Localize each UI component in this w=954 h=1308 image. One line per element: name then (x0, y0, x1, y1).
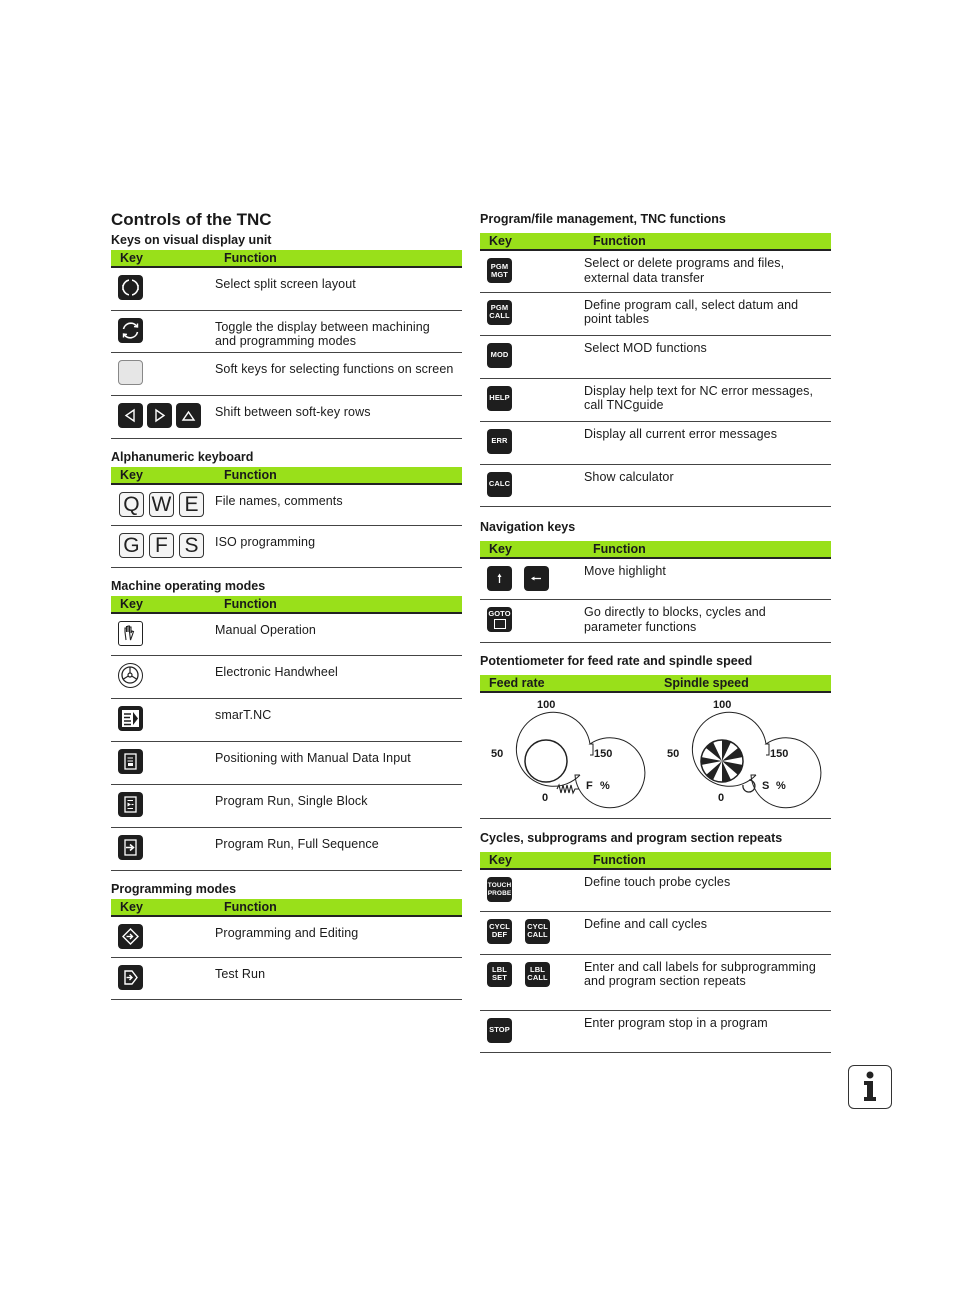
test-run-icon[interactable] (118, 965, 143, 990)
spindle-label-50: 50 (667, 748, 680, 760)
key-s[interactable]: S (179, 533, 204, 558)
programming-modes-table (111, 899, 462, 1001)
section-title-visual-display: Keys on visual display unit (111, 233, 272, 247)
table-row (480, 335, 831, 378)
function-text: Positioning with Manual Data Input (215, 741, 462, 784)
header-function: Function (215, 899, 462, 916)
feed-rate-dial (516, 712, 645, 807)
section-title-navigation: Navigation keys (480, 519, 576, 534)
key-q[interactable]: Q (119, 492, 144, 517)
left-column (111, 208, 462, 1000)
function-text: Display all current error messages (584, 421, 831, 464)
header-function: Function (584, 852, 831, 869)
header-spindle-speed: Spindle speed (664, 676, 749, 690)
mod-key[interactable]: MOD (487, 343, 512, 368)
err-key[interactable]: ERR (487, 429, 512, 454)
header-key: Key (480, 541, 584, 558)
calc-key[interactable]: CALC (487, 472, 512, 497)
table-row (111, 827, 462, 870)
table-row (111, 698, 462, 741)
program-file-table (480, 233, 831, 507)
table-row (111, 526, 462, 568)
goto-key[interactable]: GOTO (487, 607, 512, 632)
function-text: Enter program stop in a program (584, 1010, 831, 1052)
lbl-call-key[interactable]: LBL CALL (525, 962, 550, 987)
table-row (111, 958, 462, 1000)
table-row (111, 916, 462, 958)
programming-editing-icon[interactable] (118, 924, 143, 949)
table-row (480, 869, 831, 911)
function-text: Shift between soft-key rows (215, 395, 462, 438)
function-text: Move highlight (584, 558, 831, 600)
function-text: Program Run, Single Block (215, 784, 462, 827)
spindle-speed-dial (692, 712, 821, 807)
header-key: Key (111, 250, 215, 267)
header-function: Function (584, 541, 831, 558)
table-row (480, 600, 831, 643)
cycl-def-key[interactable]: CYCL DEF (487, 919, 512, 944)
potentiometer-area (480, 693, 831, 819)
table-row (111, 613, 462, 655)
function-text: Electronic Handwheel (215, 655, 462, 698)
section-title-machine-modes: Machine operating modes (111, 579, 266, 593)
triangle-right-icon[interactable] (147, 403, 172, 428)
header-key: Key (480, 852, 584, 869)
navigation-table (480, 541, 831, 644)
function-text: Select split screen layout (215, 267, 462, 310)
table-row (111, 484, 462, 526)
function-text: Program Run, Full Sequence (215, 827, 462, 870)
feed-symbol: F (586, 780, 593, 792)
potentiometer-header (480, 675, 831, 693)
table-row (480, 911, 831, 954)
page-title: Controls of the TNC (111, 210, 272, 229)
function-text: Select MOD functions (584, 335, 831, 378)
visual-display-table (111, 250, 462, 439)
spindle-label-150: 150 (770, 748, 789, 760)
table-row (111, 784, 462, 827)
key-f[interactable]: F (149, 533, 174, 558)
function-text: Programming and Editing (215, 916, 462, 958)
stop-key[interactable]: STOP (487, 1018, 512, 1043)
function-text: Show calculator (584, 464, 831, 506)
function-text: File names, comments (215, 484, 462, 526)
machine-modes-table (111, 596, 462, 871)
function-text: Go directly to blocks, cycles and parameter functions (584, 600, 831, 643)
header-feed-rate: Feed rate (489, 676, 545, 690)
arrow-left-icon[interactable] (524, 566, 549, 591)
help-key[interactable]: HELP (487, 386, 512, 411)
function-text: Soft keys for selecting functions on screen (215, 352, 462, 395)
feed-label-50: 50 (491, 748, 504, 760)
table-row (111, 395, 462, 438)
table-row (111, 741, 462, 784)
toggle-display-icon (118, 318, 143, 343)
table-row (480, 421, 831, 464)
alphanumeric-table (111, 467, 462, 569)
table-row (111, 655, 462, 698)
spindle-label-0: 0 (718, 792, 725, 804)
lbl-set-key[interactable]: LBL SET (487, 962, 512, 987)
feed-unit: % (600, 780, 610, 792)
full-sequence-icon[interactable] (118, 835, 143, 860)
table-row (111, 310, 462, 352)
key-e[interactable]: E (179, 492, 204, 517)
section-title-cycles: Cycles, subprograms and program section repeats (480, 831, 783, 845)
header-function: Function (215, 467, 462, 484)
table-row (480, 558, 831, 600)
function-text: Toggle the display between machining and programming modes (215, 310, 462, 352)
function-text: Test Run (215, 958, 462, 1000)
table-row (480, 464, 831, 506)
key-w[interactable]: W (149, 492, 174, 517)
header-key: Key (111, 899, 215, 916)
header-function: Function (215, 596, 462, 613)
function-text: Display help text for NC error messages, call TNCguide (584, 378, 831, 421)
info-icon (848, 1065, 892, 1109)
hand-icon[interactable] (118, 621, 143, 646)
single-block-icon[interactable] (118, 792, 143, 817)
header-key: Key (480, 233, 584, 250)
feed-label-150: 150 (594, 748, 613, 760)
header-function: Function (215, 250, 462, 267)
table-row (480, 378, 831, 421)
soft-key-icon[interactable] (118, 360, 143, 385)
mdi-icon[interactable] (118, 749, 143, 774)
table-row (480, 250, 831, 292)
function-text: Define touch probe cycles (584, 869, 831, 911)
key-g[interactable]: G (119, 533, 144, 558)
table-row (111, 267, 462, 310)
function-text: Manual Operation (215, 613, 462, 655)
header-function: Function (584, 233, 831, 250)
section-title-alphanumeric: Alphanumeric keyboard (111, 449, 254, 464)
function-text: Enter and call labels for subprogramming and program section repeats (584, 954, 831, 1010)
feed-label-0: 0 (542, 792, 549, 804)
section-title-program-file: Program/file management, TNC functions (480, 212, 726, 226)
section-title-potentiometer: Potentiometer for feed rate and spindle speed (480, 654, 753, 668)
cycl-call-key[interactable]: CYCL CALL (525, 919, 550, 944)
function-text: Define and call cycles (584, 911, 831, 954)
section-title-programming-modes: Programming modes (111, 881, 237, 896)
touch-probe-key[interactable]: TOUCH PROBE (487, 877, 512, 902)
function-text: Select or delete programs and files, external data transfer (584, 250, 831, 292)
function-text: ISO programming (215, 526, 462, 568)
smart-nc-icon[interactable] (118, 706, 143, 731)
table-row (111, 352, 462, 395)
pgm-mgt-key[interactable]: PGM MGT (487, 258, 512, 283)
triangle-left-icon[interactable] (118, 403, 143, 428)
function-text: smarT.NC (215, 698, 462, 741)
table-row (480, 292, 831, 335)
spindle-unit: % (776, 780, 786, 792)
feed-label-100: 100 (537, 699, 556, 711)
table-row (480, 1010, 831, 1052)
pgm-call-key[interactable]: PGM CALL (487, 300, 512, 325)
right-column (480, 211, 831, 1053)
arrow-up-icon[interactable] (487, 566, 512, 591)
function-text: Define program call, select datum and point tables (584, 292, 831, 335)
header-key: Key (111, 467, 215, 484)
handwheel-icon[interactable] (118, 663, 143, 688)
cycles-table (480, 852, 831, 1053)
table-row (480, 954, 831, 1010)
feed-rate-knob (525, 740, 567, 782)
spindle-label-100: 100 (713, 699, 732, 711)
spindle-symbol: S (762, 780, 770, 792)
split-screen-icon (118, 275, 143, 300)
triangle-up-icon[interactable] (176, 403, 201, 428)
header-key: Key (111, 596, 215, 613)
spindle-knob (701, 740, 743, 782)
